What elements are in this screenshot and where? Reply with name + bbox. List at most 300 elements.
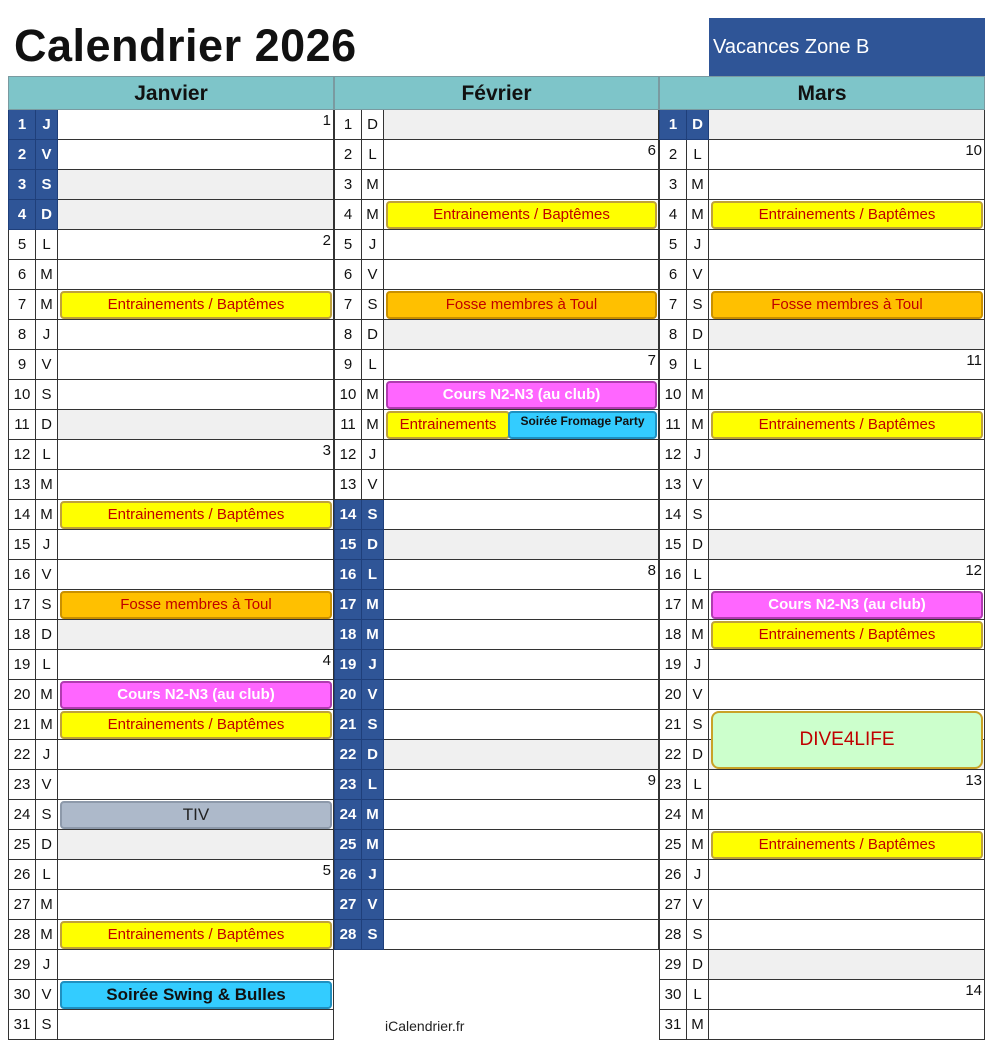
day-number: 2	[334, 140, 362, 170]
day-row	[8, 740, 334, 770]
day-number: 31	[659, 1010, 687, 1040]
day-row	[334, 710, 659, 740]
day-cell[interactable]	[709, 500, 985, 530]
weekday-letter: M	[362, 800, 384, 830]
weekday-letter: V	[687, 260, 709, 290]
day-cell[interactable]	[58, 200, 334, 230]
weekday-letter: V	[36, 350, 58, 380]
week-number: 1	[322, 112, 331, 129]
event-entrainements-bapt-mes[interactable]: Entrainements / Baptêmes	[711, 201, 983, 229]
weekday-letter: V	[687, 470, 709, 500]
day-row	[334, 260, 659, 290]
weekday-letter: V	[362, 260, 384, 290]
day-number: 27	[334, 890, 362, 920]
day-cell[interactable]	[58, 890, 334, 920]
day-number: 10	[334, 380, 362, 410]
event-fosse-membres-toul[interactable]: Fosse membres à Toul	[386, 291, 657, 319]
day-cell[interactable]	[709, 560, 985, 590]
day-cell[interactable]	[709, 380, 985, 410]
month-mars	[659, 76, 985, 1040]
day-number: 1	[659, 110, 687, 140]
event-entrainements-bapt-mes[interactable]: Entrainements / Baptêmes	[60, 291, 332, 319]
day-cell[interactable]	[709, 650, 985, 680]
day-row	[659, 260, 985, 290]
day-number: 14	[334, 500, 362, 530]
weekday-letter: J	[36, 110, 58, 140]
weekday-letter: M	[362, 410, 384, 440]
day-rows	[8, 110, 334, 1040]
week-number: 11	[966, 352, 982, 369]
day-number: 25	[659, 830, 687, 860]
day-cell[interactable]	[709, 170, 985, 200]
day-cell[interactable]	[384, 260, 659, 290]
day-number: 28	[659, 920, 687, 950]
weekday-letter: D	[36, 830, 58, 860]
weekday-letter: S	[362, 920, 384, 950]
weekday-letter: V	[36, 980, 58, 1010]
weekday-letter: M	[36, 290, 58, 320]
day-cell[interactable]	[384, 530, 659, 560]
day-number: 26	[659, 860, 687, 890]
day-number: 20	[334, 680, 362, 710]
weekday-letter: D	[687, 530, 709, 560]
weekday-letter: M	[36, 260, 58, 290]
weekday-letter: L	[687, 560, 709, 590]
day-number: 18	[659, 620, 687, 650]
day-number: 30	[659, 980, 687, 1010]
day-cell[interactable]	[384, 920, 659, 950]
day-number: 19	[334, 650, 362, 680]
day-row	[334, 650, 659, 680]
day-cell[interactable]	[709, 770, 985, 800]
event-cours-n2-n3-au-club[interactable]: Cours N2-N3 (au club)	[60, 681, 332, 709]
weekday-letter: J	[362, 230, 384, 260]
weekday-letter: M	[36, 680, 58, 710]
day-cell[interactable]	[384, 350, 659, 380]
day-number: 29	[659, 950, 687, 980]
day-cell[interactable]	[58, 530, 334, 560]
day-row	[659, 860, 985, 890]
day-cell[interactable]	[709, 350, 985, 380]
day-row	[334, 680, 659, 710]
day-row	[659, 560, 985, 590]
day-cell[interactable]	[384, 830, 659, 860]
day-row	[659, 470, 985, 500]
day-number: 25	[8, 830, 36, 860]
day-row	[659, 440, 985, 470]
day-cell[interactable]	[384, 170, 659, 200]
day-row	[334, 560, 659, 590]
day-number: 10	[659, 380, 687, 410]
day-cell[interactable]	[58, 440, 334, 470]
day-row	[334, 800, 659, 830]
weekday-letter: S	[362, 500, 384, 530]
event-entrainements-bapt-mes[interactable]: Entrainements / Baptêmes	[711, 411, 983, 439]
day-cell[interactable]	[384, 230, 659, 260]
day-cell[interactable]	[58, 830, 334, 860]
day-number: 16	[659, 560, 687, 590]
day-cell[interactable]	[384, 650, 659, 680]
day-row	[334, 920, 659, 950]
day-row	[334, 440, 659, 470]
day-row	[334, 590, 659, 620]
event-entrainements-bapt-mes[interactable]: Entrainements / Baptêmes	[60, 921, 332, 949]
day-cell[interactable]	[384, 500, 659, 530]
day-number: 7	[334, 290, 362, 320]
day-cell[interactable]	[58, 350, 334, 380]
weekday-letter: D	[687, 110, 709, 140]
weekday-letter: V	[362, 470, 384, 500]
day-row	[334, 860, 659, 890]
day-rows	[659, 110, 985, 1040]
day-number: 2	[659, 140, 687, 170]
weekday-letter: M	[36, 920, 58, 950]
day-cell[interactable]	[384, 800, 659, 830]
day-row	[8, 110, 334, 140]
day-number: 8	[659, 320, 687, 350]
page-title: Calendrier 2026	[14, 20, 357, 71]
weekday-letter: S	[362, 710, 384, 740]
day-row	[334, 890, 659, 920]
day-row	[8, 530, 334, 560]
day-cell[interactable]	[709, 440, 985, 470]
event-tiv[interactable]: TIV	[60, 801, 332, 829]
day-number: 25	[334, 830, 362, 860]
day-row	[659, 770, 985, 800]
day-row	[8, 830, 334, 860]
day-cell[interactable]	[58, 170, 334, 200]
weekday-letter: M	[687, 1010, 709, 1040]
day-number: 12	[334, 440, 362, 470]
day-cell[interactable]	[384, 890, 659, 920]
weekday-letter: J	[362, 440, 384, 470]
day-number: 14	[8, 500, 36, 530]
day-cell[interactable]	[384, 710, 659, 740]
weekday-letter: J	[36, 530, 58, 560]
week-number: 13	[965, 772, 982, 789]
day-row	[659, 800, 985, 830]
day-cell[interactable]	[709, 230, 985, 260]
day-row	[659, 950, 985, 980]
day-cell[interactable]	[709, 530, 985, 560]
month-header: Février	[334, 76, 659, 110]
event-fosse-membres-toul[interactable]: Fosse membres à Toul	[711, 291, 983, 319]
day-number: 13	[659, 470, 687, 500]
weekday-letter: L	[687, 140, 709, 170]
day-number: 6	[334, 260, 362, 290]
weekday-letter: V	[687, 680, 709, 710]
week-number: 7	[647, 352, 656, 369]
day-cell[interactable]	[384, 320, 659, 350]
weekday-letter: M	[362, 590, 384, 620]
event-fosse-membres-toul[interactable]: Fosse membres à Toul	[60, 591, 332, 619]
day-number: 5	[334, 230, 362, 260]
weekday-letter: M	[36, 710, 58, 740]
weekday-letter: D	[362, 530, 384, 560]
day-number: 10	[8, 380, 36, 410]
weekday-letter: M	[687, 800, 709, 830]
day-cell[interactable]	[384, 680, 659, 710]
weekday-letter: M	[687, 200, 709, 230]
event-entrainements-bapt-mes[interactable]: Entrainements / Baptêmes	[60, 501, 332, 529]
day-number: 9	[8, 350, 36, 380]
day-number: 27	[8, 890, 36, 920]
day-cell[interactable]	[384, 470, 659, 500]
day-row	[334, 770, 659, 800]
weekday-letter: M	[36, 500, 58, 530]
weekday-letter: S	[36, 1010, 58, 1040]
day-cell[interactable]	[709, 950, 985, 980]
day-number: 11	[659, 410, 687, 440]
day-number: 6	[659, 260, 687, 290]
day-cell[interactable]	[709, 680, 985, 710]
day-cell[interactable]	[709, 800, 985, 830]
weekday-letter: S	[687, 710, 709, 740]
day-number: 22	[334, 740, 362, 770]
weekday-letter: V	[362, 890, 384, 920]
day-cell[interactable]	[384, 140, 659, 170]
footer-source: iCalendrier.fr	[385, 1018, 465, 1034]
day-number: 29	[8, 950, 36, 980]
weekday-letter: D	[687, 740, 709, 770]
day-row	[334, 320, 659, 350]
day-number: 28	[334, 920, 362, 950]
day-cell[interactable]	[709, 140, 985, 170]
day-cell[interactable]	[58, 410, 334, 440]
day-cell[interactable]	[384, 590, 659, 620]
day-cell[interactable]	[58, 950, 334, 980]
day-number: 23	[659, 770, 687, 800]
day-cell[interactable]	[58, 320, 334, 350]
holiday-legend	[709, 18, 985, 76]
weekday-letter: V	[687, 890, 709, 920]
day-number: 5	[8, 230, 36, 260]
weekday-letter: L	[687, 980, 709, 1010]
weekday-letter: J	[687, 650, 709, 680]
day-number: 1	[8, 110, 36, 140]
weekday-letter: D	[362, 740, 384, 770]
day-cell[interactable]	[709, 110, 985, 140]
day-row	[8, 440, 334, 470]
weekday-letter: V	[362, 680, 384, 710]
day-row	[334, 830, 659, 860]
weekday-letter: L	[687, 770, 709, 800]
day-number: 8	[8, 320, 36, 350]
day-number: 15	[659, 530, 687, 560]
weekday-letter: J	[687, 860, 709, 890]
day-number: 7	[659, 290, 687, 320]
day-cell[interactable]	[384, 110, 659, 140]
weekday-letter: V	[36, 770, 58, 800]
day-cell[interactable]	[709, 920, 985, 950]
event-soir-e-swing-bulles[interactable]: Soirée Swing & Bulles	[60, 981, 332, 1009]
day-number: 9	[334, 350, 362, 380]
day-number: 24	[334, 800, 362, 830]
day-row	[659, 140, 985, 170]
day-row	[334, 140, 659, 170]
day-cell[interactable]	[58, 1010, 334, 1040]
day-row	[334, 470, 659, 500]
weekday-letter: J	[687, 440, 709, 470]
day-number: 3	[659, 170, 687, 200]
day-number: 3	[8, 170, 36, 200]
day-number: 4	[659, 200, 687, 230]
week-number: 6	[647, 142, 656, 159]
day-number: 1	[334, 110, 362, 140]
day-cell[interactable]	[709, 470, 985, 500]
week-number: 4	[322, 652, 331, 669]
day-row	[8, 650, 334, 680]
day-cell[interactable]	[384, 620, 659, 650]
weekday-letter: M	[687, 380, 709, 410]
day-row	[659, 110, 985, 140]
day-cell[interactable]	[58, 740, 334, 770]
weekday-letter: J	[362, 650, 384, 680]
day-row	[8, 380, 334, 410]
day-cell[interactable]	[58, 770, 334, 800]
day-row	[8, 860, 334, 890]
day-number: 4	[8, 200, 36, 230]
day-row	[659, 650, 985, 680]
day-rows	[334, 110, 659, 950]
day-number: 11	[8, 410, 36, 440]
day-row	[659, 1010, 985, 1040]
weekday-letter: M	[687, 170, 709, 200]
day-row	[334, 170, 659, 200]
event-dive4life[interactable]: DIVE4LIFE	[711, 711, 983, 769]
day-row	[334, 620, 659, 650]
weekday-letter: J	[687, 230, 709, 260]
day-cell[interactable]	[58, 110, 334, 140]
holiday-legend-label: Vacances Zone B	[713, 36, 870, 58]
day-cell[interactable]	[384, 770, 659, 800]
day-number: 16	[8, 560, 36, 590]
day-number: 18	[334, 620, 362, 650]
weekday-letter: M	[36, 470, 58, 500]
day-row	[659, 680, 985, 710]
day-row	[8, 890, 334, 920]
weekday-letter: V	[36, 560, 58, 590]
event-entrainements-bapt-mes[interactable]: Entrainements / Baptêmes	[386, 201, 657, 229]
event-entrainements-bapt-mes[interactable]: Entrainements / Baptêmes	[711, 831, 983, 859]
weekday-letter: D	[36, 200, 58, 230]
month-header: Mars	[659, 76, 985, 110]
day-cell[interactable]	[384, 860, 659, 890]
event-entrainements-bapt-mes[interactable]: Entrainements / Baptêmes	[711, 621, 983, 649]
day-number: 16	[334, 560, 362, 590]
month-fevrier	[334, 76, 659, 950]
event-soir-e-fromage-party[interactable]: Soirée Fromage Party	[508, 411, 657, 439]
day-number: 31	[8, 1010, 36, 1040]
weekday-letter: S	[687, 500, 709, 530]
weekday-letter: V	[36, 140, 58, 170]
day-number: 26	[334, 860, 362, 890]
day-cell[interactable]	[384, 440, 659, 470]
event-entrainements[interactable]: Entrainements	[386, 411, 510, 439]
week-number: 12	[965, 562, 982, 579]
day-row	[659, 500, 985, 530]
day-cell[interactable]	[58, 470, 334, 500]
weekday-letter: D	[36, 620, 58, 650]
day-number: 12	[659, 440, 687, 470]
day-cell[interactable]	[58, 860, 334, 890]
day-cell[interactable]	[58, 230, 334, 260]
day-cell[interactable]	[58, 140, 334, 170]
day-cell[interactable]	[384, 560, 659, 590]
event-entrainements-bapt-mes[interactable]: Entrainements / Baptêmes	[60, 711, 332, 739]
day-number: 22	[8, 740, 36, 770]
weekday-letter: S	[687, 920, 709, 950]
day-number: 21	[8, 710, 36, 740]
weekday-letter: M	[362, 620, 384, 650]
week-number: 8	[647, 562, 656, 579]
day-number: 24	[8, 800, 36, 830]
weekday-letter: S	[36, 380, 58, 410]
day-number: 21	[334, 710, 362, 740]
day-row	[659, 230, 985, 260]
day-cell[interactable]	[709, 260, 985, 290]
day-cell[interactable]	[58, 620, 334, 650]
day-cell[interactable]	[709, 980, 985, 1010]
event-cours-n2-n3-au-club[interactable]: Cours N2-N3 (au club)	[386, 381, 657, 409]
day-number: 23	[8, 770, 36, 800]
day-number: 26	[8, 860, 36, 890]
weekday-letter: M	[687, 590, 709, 620]
day-cell[interactable]	[384, 740, 659, 770]
day-row	[659, 890, 985, 920]
week-number: 3	[322, 442, 331, 459]
day-number: 14	[659, 500, 687, 530]
weekday-letter: L	[36, 230, 58, 260]
day-cell[interactable]	[58, 260, 334, 290]
day-cell[interactable]	[58, 380, 334, 410]
day-row	[334, 230, 659, 260]
week-number: 2	[322, 232, 331, 249]
weekday-letter: S	[36, 800, 58, 830]
weekday-letter: J	[362, 860, 384, 890]
day-cell[interactable]	[58, 650, 334, 680]
day-row	[334, 350, 659, 380]
week-number: 14	[965, 982, 982, 999]
day-cell[interactable]	[709, 1010, 985, 1040]
day-number: 17	[659, 590, 687, 620]
day-row	[659, 920, 985, 950]
day-number: 24	[659, 800, 687, 830]
day-number: 15	[334, 530, 362, 560]
day-number: 27	[659, 890, 687, 920]
day-number: 22	[659, 740, 687, 770]
day-number: 7	[8, 290, 36, 320]
weekday-letter: M	[687, 830, 709, 860]
day-cell[interactable]	[709, 860, 985, 890]
day-number: 13	[334, 470, 362, 500]
day-row	[8, 140, 334, 170]
day-cell[interactable]	[709, 890, 985, 920]
day-cell[interactable]	[709, 320, 985, 350]
day-row	[659, 980, 985, 1010]
weekday-letter: J	[36, 950, 58, 980]
event-cours-n2-n3-au-club[interactable]: Cours N2-N3 (au club)	[711, 591, 983, 619]
day-number: 12	[8, 440, 36, 470]
day-row	[8, 170, 334, 200]
day-row	[659, 320, 985, 350]
day-cell[interactable]	[58, 560, 334, 590]
week-number: 10	[965, 142, 982, 159]
day-row	[8, 410, 334, 440]
day-number: 23	[334, 770, 362, 800]
day-row	[334, 110, 659, 140]
weekday-letter: M	[362, 830, 384, 860]
